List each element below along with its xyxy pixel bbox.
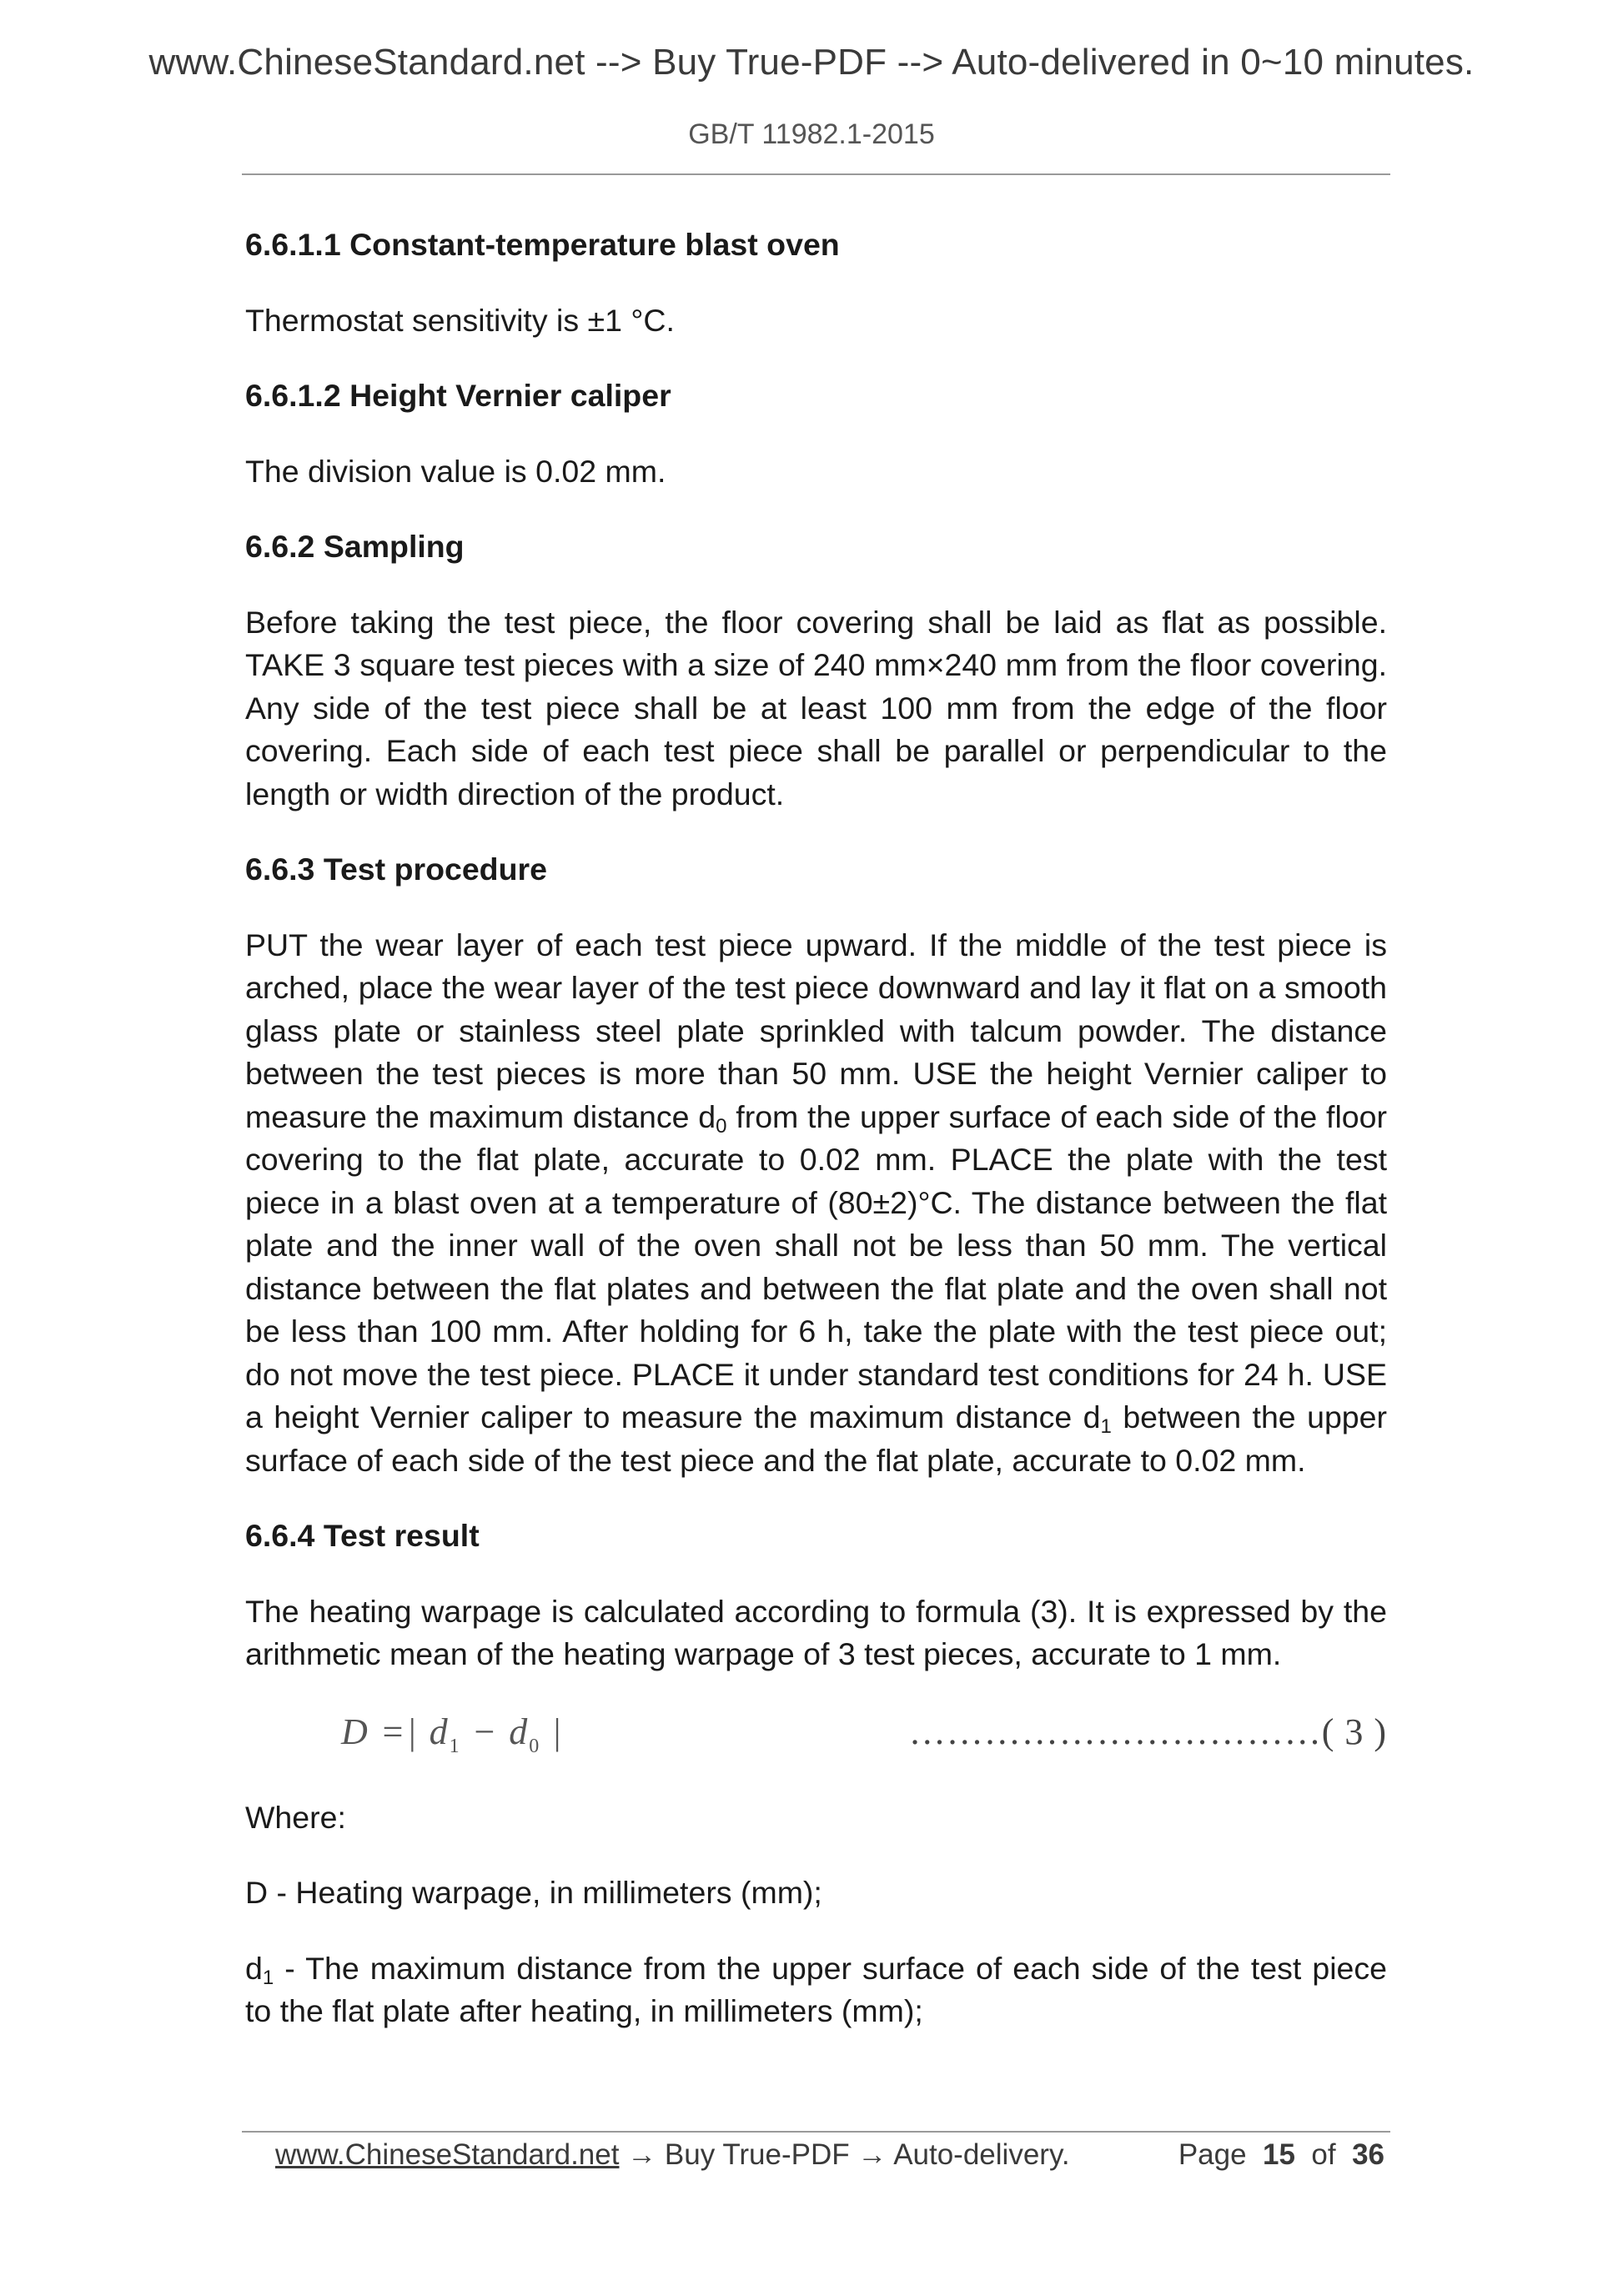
procedure-text-b: from the upper surface of each side of the floor covering to the flat plate, accurate to 0.02 mm. PLACE the plate with the test piece in a blast oven at a temperature of (80±2)°C. The distance between the flat plate and the inner wall of the oven shall not be less than 50 mm. The vertical distance between the flat plates and between the flat plate and the oven shall not be less than 100 mm. After holding for 6 h, take the plate with the test piece out; do not move the test piece. PLACE it under standard test conditions for 24 h. USE a height Vernier caliper to measure the maximum distance d: [245, 1098, 1387, 1434]
heading-6-6-4: 6.6.4 Test result: [245, 1518, 480, 1553]
where-symbol: d: [245, 1950, 263, 1986]
formula-sub-1: 1: [449, 1735, 461, 1757]
page-number: 15: [1263, 2138, 1295, 2171]
of-label: of: [1311, 2138, 1336, 2171]
page-footer: [275, 2138, 1384, 2172]
subscript-0: 0: [716, 1114, 727, 1138]
where-item-d: [245, 1871, 1387, 1915]
footer-delivery-text: Auto-delivery.: [893, 2138, 1070, 2171]
paragraph-sampling: Before taking the test piece, the floor covering shall be laid as flat as possible. TAKE 3 square test pieces with a size of 240 mm×240 mm from the floor covering. Any side of the test piece shall be at least 100 mm from the edge of the floor covering. Each side of each test piece shall be parallel or perpendicular to the length or width direction of the product.: [245, 604, 1387, 811]
footer-arrow-2: →: [849, 2138, 894, 2171]
header-divider: [242, 173, 1390, 175]
subscript-1: 1: [1100, 1415, 1112, 1438]
footer-arrow-1: →: [619, 2138, 665, 2171]
procedure-text-c: between the upper surface of each side of the test piece and the flat plate, accurate to 0.02 mm.: [245, 1399, 1388, 1478]
procedure-text-a: PUT the wear layer of each test piece upward. If the middle of the test piece is arched, place the wear layer of the test piece downward and lay it flat on a smooth glass plate or stainless steel plate sprinkled with talcum powder. The distance between the test pieces is more than 50 mm. USE the height Vernier caliper to measure the maximum distance d: [245, 927, 1387, 1134]
where-label: Where:: [245, 1799, 346, 1835]
formula-index: ( 3 ): [1321, 1711, 1387, 1752]
footer-buy-text: Buy True-PDF: [664, 2138, 850, 2171]
where-symbol: D: [245, 1875, 269, 1910]
where-description: - The maximum distance from the upper surface of each side of the test piece to the flat plate after heating, in millimeters (mm);: [245, 1950, 1387, 2028]
paragraph-test-procedure: [245, 924, 1387, 1483]
paragraph-6-6-1-1: Thermostat sensitivity is ±1 °C.: [245, 302, 675, 338]
heading-6-6-1-2: 6.6.1.2 Height Vernier caliper: [245, 378, 671, 413]
source-banner: www.ChineseStandard.net --> Buy True-PDF --> Auto-delivered in 0~10 minutes.: [148, 42, 1475, 83]
where-symbol-subscript: 1: [262, 1966, 274, 1989]
formula-sub-0: 0: [529, 1735, 541, 1757]
heading-6-6-1-1: 6.6.1.1 Constant-temperature blast oven: [245, 227, 840, 262]
where-description: - Heating warpage, in millimeters (mm);: [268, 1875, 822, 1910]
paragraph-6-6-1-2: The division value is 0.02 mm.: [245, 453, 666, 489]
footer-divider: [242, 2131, 1390, 2133]
document-code: GB/T 11982.1-2015: [688, 118, 935, 150]
formula-3: [245, 1709, 1387, 1764]
formula-expression: [341, 1711, 564, 1757]
footer-site-link[interactable]: www.ChineseStandard.net: [275, 2138, 620, 2171]
page-indicator: [1178, 2138, 1384, 2172]
page-body: [245, 224, 1387, 2066]
formula-rhs: |: [540, 1711, 564, 1752]
page-label: Page: [1178, 2138, 1247, 2171]
formula-leader-dots: ……………………………: [908, 1711, 1322, 1752]
heading-6-6-2: 6.6.2 Sampling: [245, 529, 465, 564]
where-item-d1: [245, 1947, 1387, 2033]
heading-6-6-3: 6.6.3 Test procedure: [245, 852, 547, 887]
paragraph-test-result: The heating warpage is calculated according to formula (3). It is expressed by the arithmetic mean of the heating warpage of 3 test pieces, accurate to 1 mm.: [245, 1593, 1387, 1671]
formula-number: [893, 1711, 1387, 1754]
formula-mid: − d: [460, 1711, 530, 1752]
formula-lhs: D =| d: [341, 1711, 450, 1752]
page-total: 36: [1352, 2138, 1384, 2171]
